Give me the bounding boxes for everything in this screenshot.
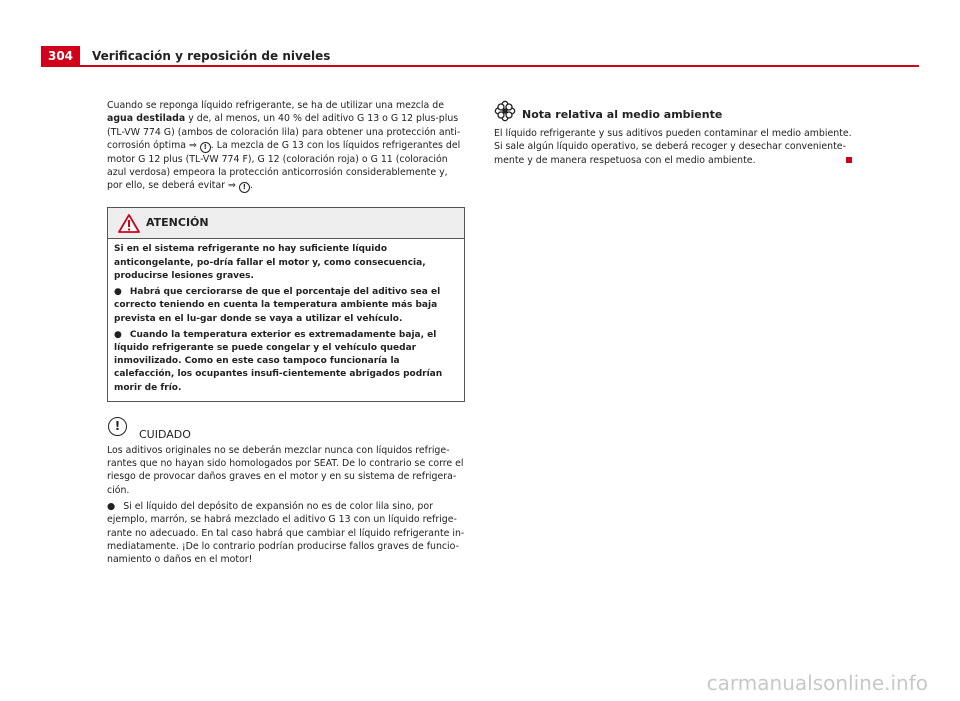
environment-note-text: El líquido refrigerante y sus aditivos pueden contaminar el medio ambiente. Si sale algún líquido operativo, se deberá recoger y desechar conveniente-mente y de manera respetuosa con el medio ambiente. xyxy=(494,128,852,166)
environment-note-header xyxy=(494,108,854,124)
atencion-item: ● Habrá que cerciorarse de que el porcentaje del aditivo sea el correcto teniendo en cuenta la temperatura ambiente más baja prevista en el lu-gar donde se vaya a utilizar el vehículo. xyxy=(114,287,441,324)
header-divider xyxy=(41,65,919,67)
atencion-body xyxy=(108,239,464,400)
intro-paragraph: Cuando se reponga líquido refrigerante, se ha de utilizar una mezcla de agua destilada y de, al menos, un 40 % del aditivo G 13 o G 12 plus-plus (TL-VW 774 G) (ambos de coloración lila) para obtener una protección anti-corrosión óptima ⇒ ! . La mezcla de G 13 con los líquidos refrigerantes del motor G 12 plus (TL-VW 774 F), G 12 (coloración roja) o G 11 (coloración azul verdosa) empeora la protección anticorrosión considerablemente y, por ello, se deberá evitar ⇒ ! . xyxy=(107,100,461,192)
atencion-box xyxy=(107,207,465,401)
atencion-header xyxy=(108,208,464,239)
exclamation-circle-icon: ! xyxy=(108,417,127,436)
caution-ref-icon: ! xyxy=(239,182,250,193)
right-column xyxy=(494,108,854,167)
atencion-item: ● Cuando la temperatura exterior es extremadamente baja, el líquido refrigerante se puede congelar y el vehículo quedar inmovilizado. Como en este caso tampoco funcionaría la calefacción, los ocupantes insufi-cientemente abrigados podrían morir de frío. xyxy=(114,329,443,393)
atencion-title: ATENCIÓN xyxy=(146,216,209,230)
caution-ref-icon: ! xyxy=(200,142,211,153)
flower-icon xyxy=(494,100,516,122)
atencion-intro: Si en el sistema refrigerante no hay suficiente líquido anticongelante, po-dría fallar el motor y, como consecuencia, producirse lesiones graves. xyxy=(114,244,426,281)
environment-note-title: Nota relativa al medio ambiente xyxy=(522,108,723,121)
cuidado-body xyxy=(107,444,465,567)
cuidado-intro: Los aditivos originales no se deberán mezclar nunca con líquidos refrige-rantes que no hayan sido homologados por SEAT. De lo contrario se corre el riesgo de provocar daños graves en el motor y en su sistema de refrigera-ción. xyxy=(107,444,464,496)
cuidado-section xyxy=(107,417,465,567)
cuidado-item: ● Si el líquido del depósito de expansión no es de color lila sino, por ejemplo, marrón, se habrá mezclado el aditivo G 13 con un líquido refrige-rante no adecuado. En tal caso habrá que cambiar el líquido refrigerante in-mediatamente. ¡De lo contrario podrían producirse fallos graves de funcio-namiento o daños en el motor! xyxy=(107,500,465,566)
section-title: Verificación y reposición de niveles xyxy=(92,49,331,63)
warning-triangle-icon xyxy=(118,214,140,233)
bullet: ● xyxy=(114,287,122,298)
intro-bold-term: agua destilada xyxy=(107,113,186,125)
bullet: ● xyxy=(107,500,116,512)
cuidado-title: CUIDADO xyxy=(139,427,191,441)
page-number: 304 xyxy=(41,46,80,66)
cuidado-header xyxy=(107,417,465,444)
section-end-marker xyxy=(846,157,852,163)
bullet: ● xyxy=(114,329,122,340)
watermark: carmanualsonline.info xyxy=(706,671,928,695)
left-column xyxy=(107,99,465,566)
